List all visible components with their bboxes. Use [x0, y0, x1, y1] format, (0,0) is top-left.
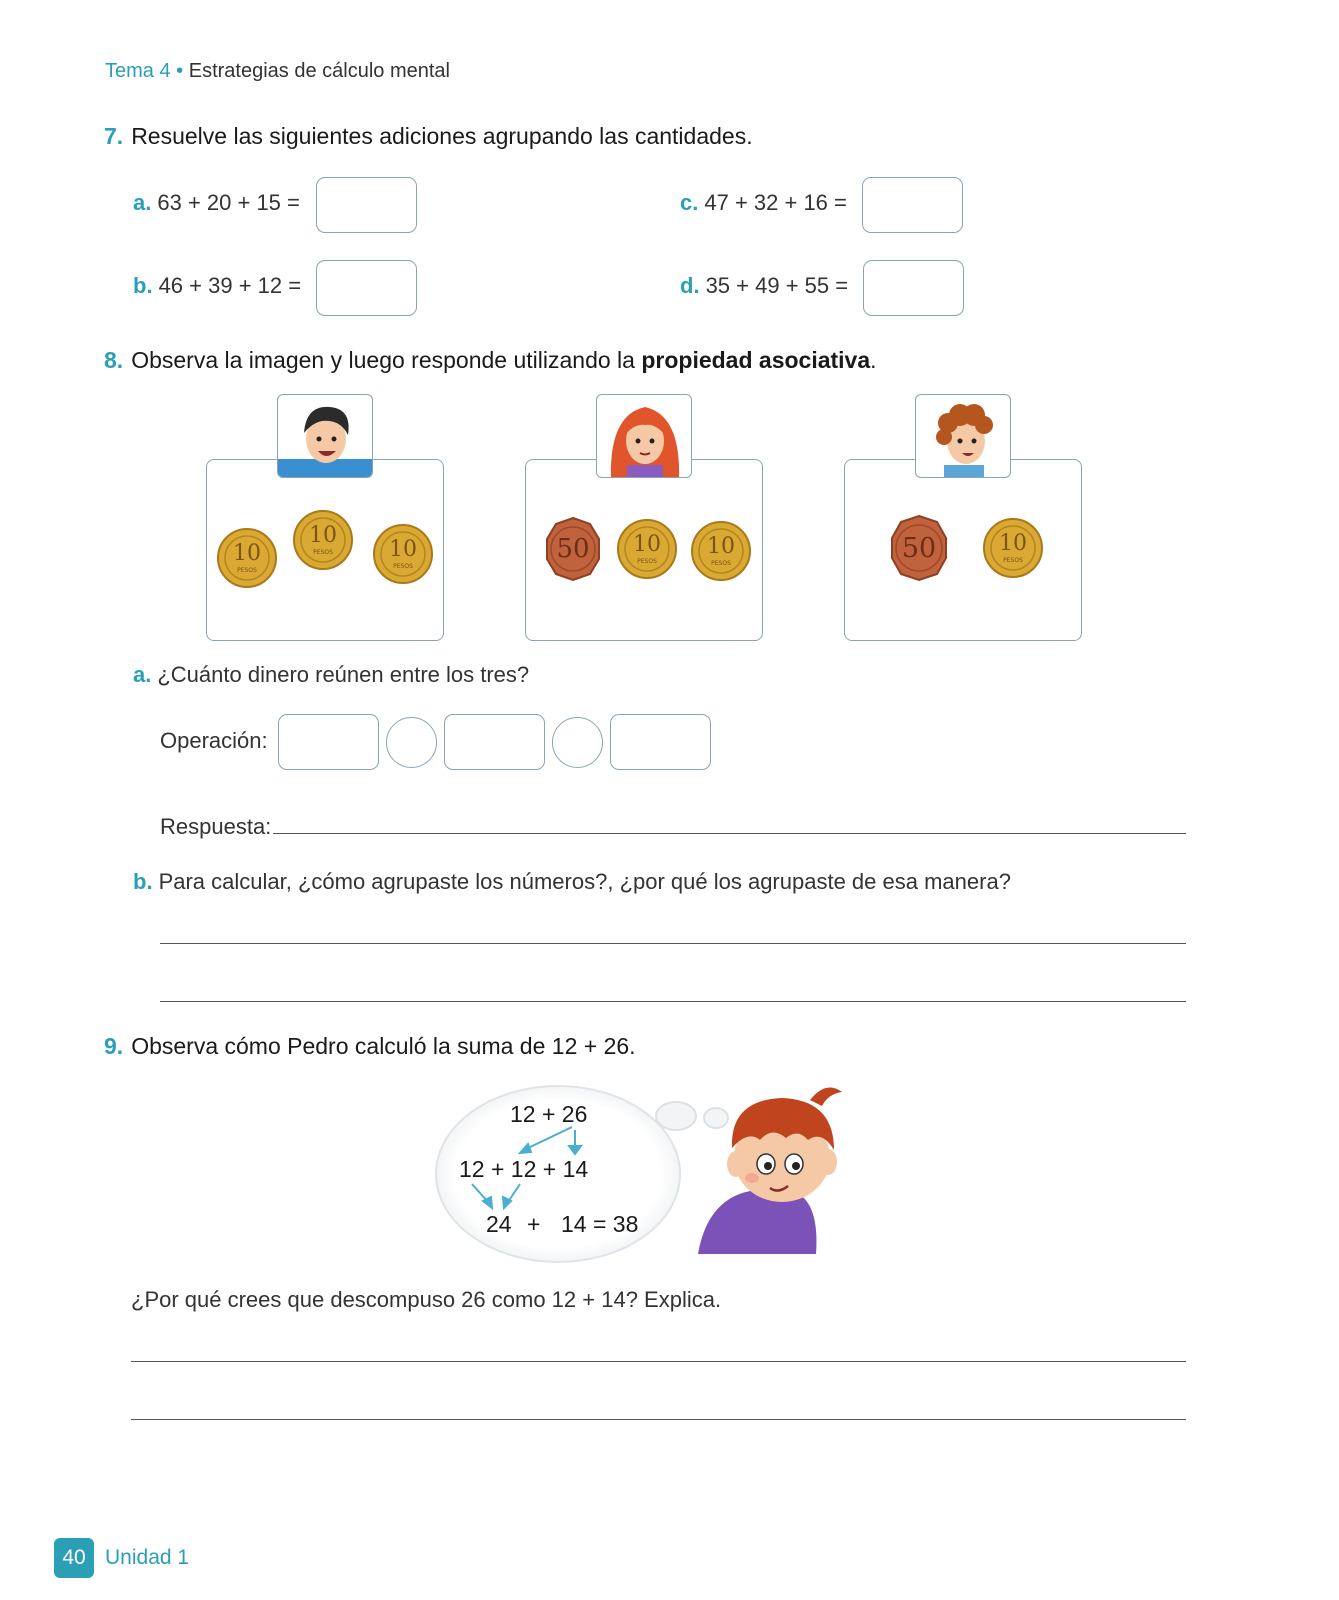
- item-expression: 35 + 49 + 55 =: [705, 273, 849, 298]
- header-separator: •: [176, 60, 184, 82]
- girl-face-icon: [597, 395, 692, 478]
- coin-pesos: PESOS: [711, 560, 731, 567]
- question-8-title: [104, 347, 877, 374]
- answer-line[interactable]: [273, 833, 1186, 834]
- page-number: 40: [54, 1538, 94, 1578]
- item-8b: [133, 869, 1011, 895]
- item-label: d.: [680, 273, 700, 298]
- item-label: c.: [680, 190, 699, 215]
- page-header: [105, 60, 450, 83]
- question-text: Observa la imagen y luego responde utilizando la: [131, 347, 642, 373]
- operation-number-box-1[interactable]: [278, 714, 379, 770]
- bubble-line-3-plus: +: [527, 1211, 541, 1237]
- coin-value: 10: [309, 523, 337, 548]
- curly-boy-face-icon: [916, 395, 1011, 478]
- question-text: Observa cómo Pedro calculó la suma de 12 + 26.: [131, 1033, 636, 1059]
- item-8a: [133, 662, 529, 688]
- bubble-line-2: 12 + 12 + 14: [459, 1156, 589, 1182]
- item-question: ¿Cuánto dinero reúnen entre los tres?: [157, 662, 530, 687]
- boy-avatar: [277, 394, 373, 478]
- coin-50-pesos: [892, 516, 946, 580]
- coin-10-pesos: [294, 511, 352, 569]
- question-keyword: propiedad asociativa: [641, 347, 871, 373]
- coin-value: 10: [707, 534, 735, 559]
- item-7d: [680, 273, 848, 299]
- item-expression: 63 + 20 + 15 =: [157, 190, 300, 215]
- answer-label: Respuesta:: [160, 814, 272, 839]
- item-expression: 47 + 32 + 16 =: [704, 190, 847, 215]
- bubble-line-3-right: 14 = 38: [561, 1211, 639, 1237]
- question-text-end: .: [870, 347, 877, 373]
- item-label: a.: [133, 662, 152, 687]
- writing-line[interactable]: [131, 1361, 1186, 1362]
- coins-group-1: [206, 500, 444, 600]
- coin-value: 10: [633, 532, 661, 557]
- coin-10-pesos: [374, 525, 432, 583]
- bubble-line-1: 12 + 26: [510, 1101, 588, 1127]
- item-7c: [680, 190, 847, 216]
- coin-value: 50: [901, 533, 937, 564]
- coin-pesos: PESOS: [393, 563, 413, 570]
- answer-box-7b[interactable]: [316, 260, 417, 316]
- item-question: Para calcular, ¿cómo agrupaste los números?, ¿por qué los agrupaste de esa manera?: [158, 869, 1011, 894]
- coin-pesos: PESOS: [237, 567, 257, 574]
- item-7a: [133, 190, 300, 216]
- coin-10-pesos: [618, 520, 676, 578]
- question-number: 7.: [104, 123, 124, 149]
- topic-label: Tema 4: [105, 60, 171, 82]
- coin-pesos: PESOS: [1003, 557, 1023, 564]
- question-9-title: [104, 1033, 636, 1060]
- item-label: a.: [133, 190, 152, 215]
- boy-face-icon: [278, 395, 373, 478]
- unit-label: Unidad 1: [105, 1546, 190, 1569]
- coin-pesos: PESOS: [637, 558, 657, 565]
- item-7b: [133, 273, 301, 299]
- item-label: b.: [133, 273, 153, 298]
- answer-box-7d[interactable]: [863, 260, 964, 316]
- operation-label: Operación:: [160, 728, 268, 753]
- coin-10-pesos: [218, 529, 276, 587]
- girl-avatar: [596, 394, 692, 478]
- operation-number-box-2[interactable]: [444, 714, 545, 770]
- writing-line[interactable]: [131, 1419, 1186, 1420]
- item-label: b.: [133, 869, 153, 894]
- coin-10-pesos: [984, 519, 1042, 577]
- question-9-prompt: ¿Por qué crees que descompuso 26 como 12 + 14? Explica.: [131, 1287, 722, 1312]
- operator-circle-2[interactable]: [552, 717, 603, 768]
- coin-50-pesos: [547, 518, 599, 580]
- coin-value: 10: [233, 541, 261, 566]
- writing-line[interactable]: [160, 1001, 1186, 1002]
- question-7-title: [104, 123, 753, 150]
- coin-value: 10: [389, 537, 417, 562]
- question-text: Resuelve las siguientes adiciones agrupando las cantidades.: [131, 123, 753, 149]
- bubble-line-3-left: 24: [486, 1211, 512, 1237]
- question-number: 9.: [104, 1033, 124, 1059]
- answer-box-7a[interactable]: [316, 177, 417, 233]
- coins-group-2: [525, 500, 763, 600]
- coin-value: 10: [999, 531, 1027, 556]
- operator-circle-1[interactable]: [386, 717, 437, 768]
- coin-value: 50: [556, 534, 590, 564]
- pedro-illustration: [690, 1078, 850, 1254]
- answer-box-7c[interactable]: [862, 177, 963, 233]
- topic-title: Estrategias de cálculo mental: [188, 60, 450, 82]
- coin-pesos: PESOS: [313, 549, 333, 556]
- coin-10-pesos: [692, 522, 750, 580]
- operation-number-box-3[interactable]: [610, 714, 711, 770]
- coins-group-3: [844, 500, 1082, 600]
- question-number: 8.: [104, 347, 124, 373]
- curly-boy-avatar: [915, 394, 1011, 478]
- writing-line[interactable]: [160, 943, 1186, 944]
- item-expression: 46 + 39 + 12 =: [158, 273, 302, 298]
